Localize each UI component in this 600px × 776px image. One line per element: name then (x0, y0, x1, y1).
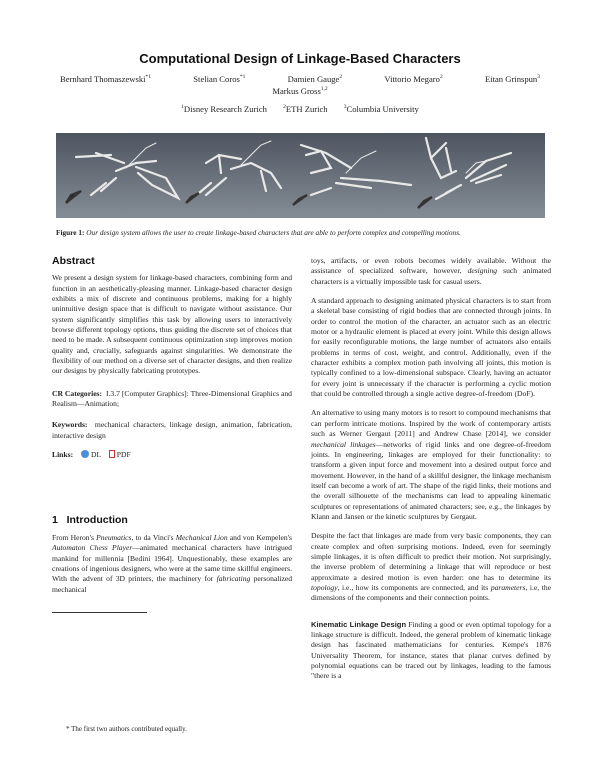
emphasis-text: mechanical linkages (311, 439, 376, 449)
paragraph (311, 531, 551, 603)
paragraph-text: Despite the fact that linkages are made from very basic components, they can create complex and often surprising motions. Indeed, even for seemingly simple linkages, it is often difficult to predict their motion. Not surprisingly, the inverse problem of determining a linkage that will reproduce or best approximate a desired motion is even harder: one has to determine its (311, 531, 551, 582)
abstract-heading: Abstract (52, 255, 95, 267)
emphasis-text: Pneumatics (96, 532, 132, 542)
author-sup: 1,2 (320, 86, 328, 93)
author-sup: 2 (439, 74, 443, 81)
emphasis-text: parameters (490, 582, 526, 592)
links (52, 450, 292, 460)
paragraph-text: , i.e, the dimensions of the components and their connection points. (311, 582, 551, 603)
author (0, 86, 600, 96)
paragraph (311, 256, 551, 287)
paragraph (311, 620, 551, 682)
author-sup: *1 (145, 74, 152, 81)
affiliations (0, 104, 600, 114)
affiliation-sup: 3 (343, 104, 347, 111)
abstract-text: We present a design system for linkage-based characters, combining form and function in an aesthetically-pleasing manner. Linkage-based character design exhibits a mix of discrete and continuous problems, making for a highly unintuitive design space that is difficult to navigate without assistance. Our system significantly simplifies this task by allowing users to interactively browse different topology options, thus guiding the discrete set of choices that need to be made. A subsequent continuous optimization step improves motion quality and, crucially, safeguards against singularities. We demonstrate the flexibility of our method on a diverse set of character designs, and then realize our designs by physically fabricating prototypes. (52, 273, 292, 376)
pdf-link-label: PDF (116, 450, 131, 460)
dragon-pose-2 (186, 141, 281, 203)
paragraph-text: toys, artifacts, or even robots becomes widely available. Without the assistance of specialized software, however, (311, 256, 551, 276)
acm-dl-icon (81, 450, 89, 458)
cr-categories (52, 389, 292, 410)
paragraph-text: and von Kempelen's (227, 532, 293, 542)
author-name: Damien Gauge (287, 74, 340, 84)
dragon-pose-1 (66, 143, 178, 203)
affiliation-name: ETH Zurich (285, 104, 328, 114)
author-sup: *1 (239, 74, 246, 81)
paragraph-text: —animated mechanical characters have intrigued mankind for millennia [Bedini 1964]. Unquestionably, these examples are creations of ingenious designers, who were at the same time skillful engineers. With the advent of 3D printers, the machinery for (52, 543, 292, 584)
paragraph-heading: Kinematic Linkage Design (311, 619, 407, 629)
pdf-link[interactable] (109, 450, 131, 459)
pdf-icon (109, 450, 115, 458)
author-name: Stelian Coros (193, 74, 240, 84)
affiliation (344, 104, 419, 114)
emphasis-text: Mechanical Lion (175, 532, 228, 542)
left-column (52, 256, 292, 604)
paragraph-text: , to da Vinci's (131, 532, 176, 542)
author-sup: 2 (339, 74, 343, 81)
emphasis-text: topology (311, 582, 338, 592)
paragraph-text: such animated characters is a virtually impossible task for casual users. (311, 266, 551, 286)
linkage-characters-illustration (56, 133, 545, 218)
figure-label: Figure 1: (56, 228, 85, 237)
author (384, 74, 442, 84)
emphasis-text: designing (467, 266, 498, 276)
paragraph (52, 533, 292, 595)
links-label: Links: (52, 450, 74, 460)
right-column (311, 256, 551, 691)
affiliation-name: Columbia University (346, 104, 419, 114)
paragraph-text: A standard approach to designing animated physical characters is to start from a skeletal base consisting of rigid bodies that are connected through joints. In order to control the motion of the character, an actuator such as an electric motor or a hydraulic element is placed at every joint. While this design allows for easily reconfigurable motions, the large number of actuators also entails problems in terms of cost, weight, and control. Additionally, even if the character exhibits a complex motion path involving all joints, this motion is typically confined to a low-dimensional subspace. Clearly, having an actuator for every joint is unnecessary if the character is performing a cyclic motion that could be controlled through a single active degree-of-freedom (DoF). (311, 296, 551, 399)
figure-caption (56, 228, 556, 237)
paragraph (311, 296, 551, 399)
dl-link[interactable] (81, 450, 101, 459)
dragon-pose-3 (293, 145, 411, 205)
keywords-text: mechanical characters, linkage design, animation, fabrication, interactive design (52, 420, 292, 440)
keywords-label: Keywords: (52, 420, 88, 430)
author (485, 74, 540, 84)
emphasis-text: fabricating (216, 574, 251, 584)
affiliation-sup: 2 (283, 104, 286, 111)
affiliation (181, 104, 267, 114)
author-name: Markus Gross (272, 86, 321, 96)
author-name: Bernhard Thomaszewski (60, 74, 146, 84)
dragon-pose-4 (418, 138, 511, 208)
dl-link-label: DL (91, 450, 101, 460)
cr-categories-label: CR Categories: (52, 388, 103, 398)
teaser-figure-image (56, 133, 545, 218)
author (60, 74, 151, 84)
paragraph-text: An alternative to using many motors is to resort to compound mechanisms that can perform intricate motions. Inspired by the work of contemporary artists such as Werner Gergaut [2011] and Andrew Chase [2014], we consider (311, 408, 551, 439)
author (193, 74, 245, 84)
paragraph (311, 408, 551, 522)
affiliation (283, 104, 328, 114)
author-list (60, 74, 540, 84)
paragraph-text: From Heron's (52, 532, 97, 542)
paper-title: Computational Design of Linkage-Based Characters (139, 51, 461, 66)
affiliation-sup: 1 (181, 104, 184, 111)
footnote-rule (52, 612, 147, 613)
keywords (52, 420, 292, 441)
paragraph-text: , i.e., how its components are connected, and its (337, 582, 491, 592)
cr-categories-text: I.3.7 [Computer Graphics]: Three-Dimensional Graphics and Realism—Animation; (52, 388, 292, 409)
figure-caption-text: Our design system allows the user to create linkage-based characters that are able to perform complex and compelling motions. (86, 228, 461, 237)
author-sup: 3 (537, 74, 540, 81)
emphasis-text: Automaton Chess Player (52, 543, 133, 553)
author-name: Eitan Grinspun (484, 74, 538, 84)
paragraph-text: personalized mechanical (52, 574, 292, 594)
paragraph-text: Finding a good or even optimal topology for a linkage structure is difficult. Indeed, the general problem of kinematic linkage design has fascinated mathematicians for centuries. Kempe's 1876 Universality Theorem, for instance, states that planar curves defined by polynomial equations can be traced out by linkages, leading to the famous "there is a (311, 619, 551, 681)
author-name: Vittorio Megaro (384, 74, 440, 84)
footnote: * The first two authors contributed equally. (66, 725, 187, 733)
introduction-heading: 1 Introduction (52, 513, 128, 526)
author (288, 74, 343, 84)
introduction-body (52, 533, 292, 595)
affiliation-name: Disney Research Zurich (183, 104, 267, 114)
paragraph-text: —networks of rigid links and one degree-of-freedom joints. In engineering, linkages are employed for their functionality: to transform a given input force and movement into a desired output force and movement. However, in the hand of a skillful designer, the linkage mechanism itself can become a work of art. The shape of the rigid links, their motions and the overall silhouette of the mechanisms can lead to appealing kinematic sculptures or representations of animated characters; see, e.g., the linkages by Klann and Jansen or the kinetic sculptures by Gergaut. (311, 439, 551, 521)
